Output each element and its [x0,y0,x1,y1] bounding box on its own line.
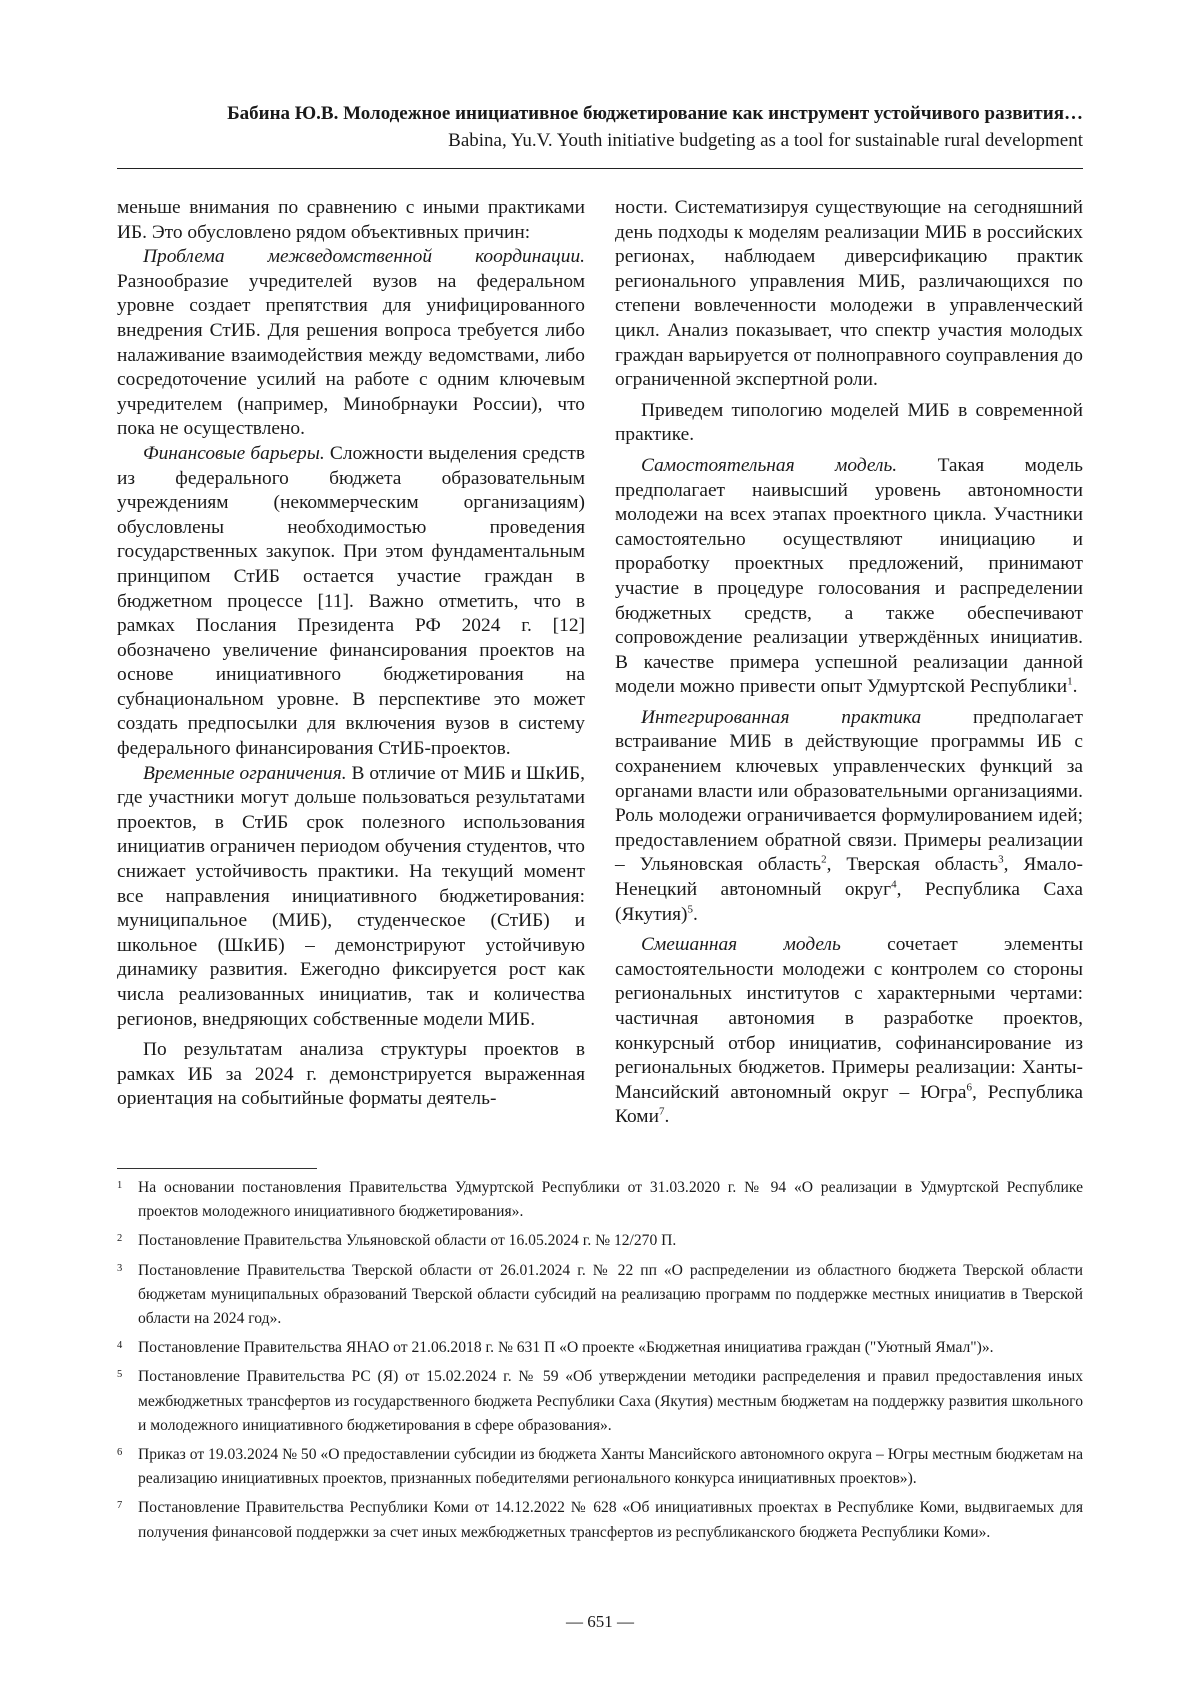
footnote-text: Постановление Правительства Ульяновской области от 16.05.2024 г. № 12/270 П. [138,1232,677,1250]
footnote-ref[interactable]: 5 [687,903,693,916]
paragraph-lead: Смешанная модель [641,934,841,956]
footnote-item [117,1496,1083,1544]
footnote-item [117,1229,1083,1253]
left-column [117,196,585,1112]
paragraph: Смешанная модель сочетает элементы самостоятельности молодежи с контролем со стороны региональных институтов с характерными чертами: частичная автономия в разработке проектов, конкурсный отбор инициатив, софинансирование из региональных бюджетов. Примеры реализации: Ханты-Мансийский автономный округ – Югра$^6$, Республика Коми$^7$. [615,934,1084,1128]
footnote-number: 3 [117,1262,123,1274]
footnote-text: Постановление Правительства Республики Коми от 14.12.2022 № 628 «Об инициативных проектах в Республике Коми, выдвигаемых для получения финансовой поддержки за счет иных межбюджетных трансфертов из республиканского бюджета Республики Коми». [138,1499,1083,1541]
footnote-text: Постановление Правительства Тверской области от 26.01.2024 г. № 22 пп «О распределении из областного бюджета Тверской области бюджетам муниципальных образований Тверской области субсидий на реализацию программ по поддержке местных инициатив в Тверской области на 2024 год». [138,1261,1083,1328]
paragraph-lead: Самостоятельная модель. [641,454,898,476]
paragraph-lead: Финансовые барьеры. [143,442,325,464]
footnote-item [117,1365,1083,1438]
footnote-text: На основании постановления Правительства Удмуртской Республики от 31.03.2020 г. № 94 «О реализации в Удмуртской Республике проектов молодежного инициативного бюджетирования». [138,1179,1083,1221]
paragraph: Финансовые барьеры. Сложности выделения средств из федерального бюджета образовательным учреждениям (некоммерческим организациям) обусловлены необходимостью проведения государственных закупок. При этом фундаментальным принципом СтИБ остается участие граждан в бюджетном процессе [11]. Важно отметить, что в рамках Послания Президента РФ 2024 г. [12] обозначено увеличение финансирования проектов на основе инициативного бюджетирования на субнациональном уровне. В перспективе это может создать предпосылки для включения вузов в систему федерального финансирования СтИБ-проектов. [117,442,585,760]
paragraph: ности. Систематизируя существующие на сегодняшний день подходы к моделям реализации МИБ в российских регионах, наблюдаем диверсификацию практик регионального управления МИБ, различающихся по степени вовлеченности молодежи в управленческий цикл. Анализ показывает, что спектр участия молодых граждан варьируется от полноправного соуправления до ограниченной экспертной роли. [615,197,1083,391]
paragraph-lead: Временные ограничения. [143,762,347,784]
footnote-number: 7 [117,1500,123,1512]
paragraph: Временные ограничения. В отличие от МИБ и ШкИБ, где участники могут дольше пользоваться результатами проектов, в СтИБ срок полезного использования инициатив ограничен периодом обучения студентов, что снижает устойчивость практики. На текущий момент все направления инициативного бюджетирования: муниципальное (МИБ), студенческое (СтИБ) и школьное (ШкИБ) – демонстрируют устойчивую динамику развития. Ежегодно фиксируется рост как числа реализованных инициатив, так и количества регионов, внедряющих собственные модели МИБ. [117,762,585,1030]
footnote-text: Приказ от 19.03.2024 № 50 «О предоставлении субсидии из бюджета Ханты Мансийского автономного округа – Югры местным бюджетам на реализацию инициативных проектов, признанных победителями регионального конкурса инициативных проектов»). [138,1446,1083,1488]
footnote-divider [117,1168,317,1169]
paragraph: Приведем типологию моделей МИБ в современной практике. [615,399,1083,446]
footnote-number: 2 [117,1233,123,1245]
paragraph: Проблема межведомственной координации. Разнообразие учредителей вузов на федеральном уровне создает препятствия для унифицированного внедрения СтИБ. Для решения вопроса требуется либо налаживание взаимодействия между ведомствами, либо сосредоточение усилий на работе с одним ключевым учредителем (например, Минобрнауки России), что пока не осуществлено. [117,246,585,440]
paragraph-lead: Проблема межведомственной координации. [143,246,585,268]
footnote-number: 4 [117,1340,123,1352]
footnote-item [117,1336,1083,1360]
footnote-ref[interactable]: 6 [966,1081,972,1094]
footnote-text: Постановление Правительства РС (Я) от 15.02.2024 г. № 59 «Об утверждении методики распределения и правил предоставления иных межбюджетных трансфертов из государственного бюджета Республики Саха (Якутия) местным бюджетам на поддержку развития школьного и молодежного инициативного бюджетирования в сфере образования». [138,1368,1083,1434]
footnote-item [117,1259,1083,1332]
paragraph: меньше внимания по сравнению с иными практиками ИБ. Это обусловлено рядом объективных причин: [117,197,585,243]
footnotes [117,1176,1083,1550]
footnote-number: 1 [117,1180,123,1191]
paragraph-lead: Интегрированная практика [641,706,922,728]
page-number: — 651 — [566,1612,634,1631]
right-column [615,196,1083,1130]
footnote-number: 5 [117,1369,123,1381]
footnote-ref[interactable]: 4 [891,878,897,891]
footnote-ref[interactable]: 3 [998,853,1004,866]
footnote-item [117,1176,1083,1224]
paragraph: Интегрированная практика предполагает встраивание МИБ в действующие программы ИБ с сохранением ключевых управленческих функций за органами власти или образовательными организациями. Роль молодежи ограничивается формулированием идей; предоставлением обратной связи. Примеры реализации – Ульяновская область$^2$, Тверская область$^3$, Ямало-Ненецкий автономный округ$^4$, Республика Саха (Якутия)$^5$. [615,706,1083,925]
running-head-title-en: Babina, Yu.V. Youth initiative budgeting as a tool for sustainable rural development [448,130,1083,151]
footnote-ref[interactable]: 2 [821,853,827,866]
footnote-number: 6 [117,1447,123,1459]
footnote-text: Постановление Правительства ЯНАО от 21.06.2018 г. № 631 П «О проекте «Бюджетная инициатива граждан ("Уютный Ямал")». [138,1339,994,1357]
footnote-ref[interactable]: 1 [1067,675,1073,688]
header-divider [117,168,1083,169]
footnote-item [117,1443,1083,1491]
footnote-ref[interactable]: 7 [658,1105,665,1118]
paragraph: Самостоятельная модель. Такая модель предполагает наивысший уровень автономности молодежи на всех этапах проектного цикла. Участники самостоятельно осуществляют инициацию и проработку проектных предложений, принимают участие в процедуре голосования и распределении бюджетных средств, а также обеспечивают сопровождение реализации утверждённых инициатив. В качестве примера успешной реализации данной модели можно привести опыт Удмуртской Республики$^1$. [615,454,1083,698]
running-head-title-ru: Бабина Ю.В. Молодежное инициативное бюджетирование как инструмент устойчивого развития… [227,103,1083,124]
paragraph: По результатам анализа структуры проектов в рамках ИБ за 2024 г. демонстрируется выраженная ориентация на событийные форматы деятель- [117,1039,585,1110]
running-head [117,100,1083,154]
